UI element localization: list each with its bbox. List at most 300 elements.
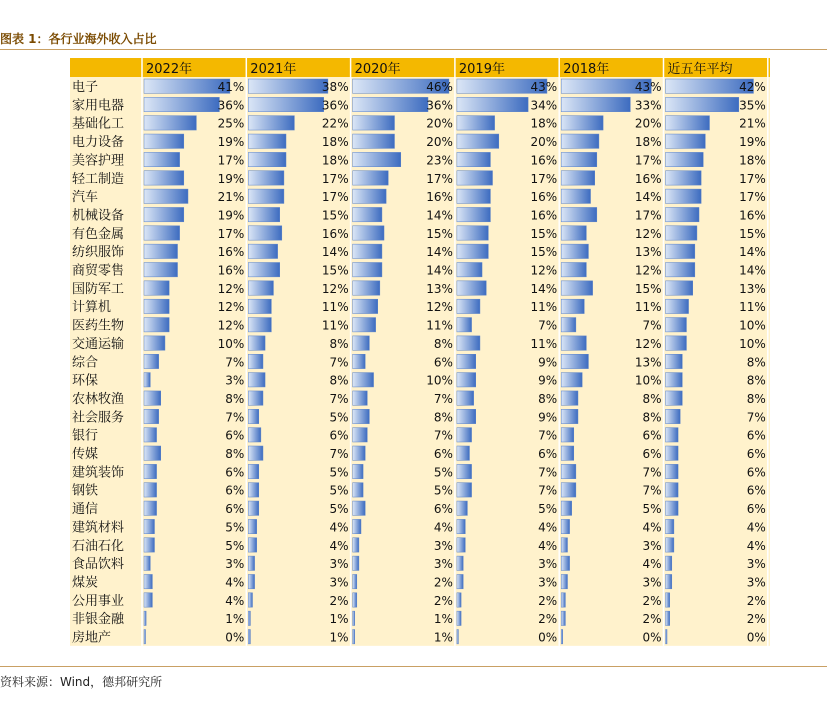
data-label: 17% bbox=[217, 226, 245, 241]
data-bar bbox=[666, 409, 681, 423]
data-label: 2% bbox=[538, 593, 558, 608]
data-bar bbox=[144, 464, 157, 478]
data-bar bbox=[666, 574, 672, 588]
data-bar bbox=[561, 409, 578, 423]
category-label: 有色金属 bbox=[72, 226, 125, 242]
column-header: 2021年 bbox=[250, 62, 297, 77]
data-label: 36% bbox=[217, 98, 245, 113]
data-bar bbox=[457, 189, 491, 203]
data-bar bbox=[457, 501, 467, 515]
data-bar bbox=[353, 263, 382, 277]
data-bar bbox=[144, 373, 150, 387]
data-bar bbox=[144, 281, 169, 295]
category-label: 社会服务 bbox=[72, 410, 125, 426]
data-label: 21% bbox=[217, 190, 245, 205]
data-label: 12% bbox=[321, 281, 349, 296]
data-bar bbox=[353, 373, 374, 387]
data-bar bbox=[666, 428, 679, 442]
data-label: 16% bbox=[634, 171, 662, 186]
data-bar bbox=[666, 446, 679, 460]
data-bar bbox=[457, 428, 472, 442]
data-label: 8% bbox=[433, 336, 453, 351]
category-label: 煤炭 bbox=[72, 575, 99, 591]
data-label: 14% bbox=[426, 263, 453, 278]
data-bar bbox=[353, 630, 355, 644]
data-label: 2% bbox=[433, 575, 453, 590]
data-label: 5% bbox=[433, 483, 453, 498]
category-label: 商贸零售 bbox=[72, 263, 125, 279]
data-bar bbox=[248, 501, 258, 515]
data-bar bbox=[353, 207, 382, 221]
category-label: 公用事业 bbox=[72, 593, 125, 609]
data-bar bbox=[248, 281, 273, 295]
data-bar bbox=[457, 226, 488, 240]
data-label: 14% bbox=[739, 263, 766, 278]
data-label: 6% bbox=[746, 483, 766, 498]
data-bar bbox=[353, 446, 366, 460]
data-bar bbox=[457, 97, 528, 111]
data-label: 7% bbox=[538, 483, 558, 498]
data-label: 1% bbox=[329, 630, 349, 645]
data-label: 0% bbox=[642, 630, 662, 645]
data-label: 8% bbox=[642, 391, 662, 406]
data-bar bbox=[248, 519, 256, 533]
data-bar bbox=[457, 611, 461, 625]
data-label: 14% bbox=[530, 281, 558, 296]
data-bar bbox=[666, 391, 683, 405]
data-bar bbox=[353, 171, 389, 185]
data-label: 8% bbox=[225, 391, 245, 406]
data-bar bbox=[561, 446, 574, 460]
data-label: 6% bbox=[329, 428, 349, 443]
data-bar bbox=[144, 556, 150, 570]
category-label: 食品饮料 bbox=[72, 557, 125, 573]
data-bar bbox=[666, 354, 683, 368]
data-label: 8% bbox=[538, 391, 558, 406]
data-label: 5% bbox=[538, 502, 558, 517]
data-label: 5% bbox=[329, 465, 349, 480]
data-bar bbox=[353, 556, 359, 570]
data-bar bbox=[353, 464, 363, 478]
data-bar bbox=[248, 97, 323, 111]
data-label: 0% bbox=[538, 630, 558, 645]
data-bar bbox=[561, 318, 576, 332]
data-label: 14% bbox=[321, 245, 349, 260]
data-label: 6% bbox=[225, 428, 245, 443]
data-label: 34% bbox=[530, 98, 558, 113]
data-bar bbox=[666, 336, 687, 350]
data-label: 17% bbox=[530, 171, 558, 186]
data-bar bbox=[248, 152, 286, 166]
data-bar bbox=[666, 593, 670, 607]
data-label: 2% bbox=[642, 612, 662, 627]
data-bar bbox=[248, 593, 252, 607]
data-label: 3% bbox=[746, 575, 766, 590]
data-label: 7% bbox=[329, 355, 349, 370]
data-bar bbox=[144, 134, 184, 148]
data-bar bbox=[561, 611, 565, 625]
category-label: 美容护理 bbox=[72, 153, 125, 169]
data-label: 12% bbox=[217, 318, 245, 333]
data-bar bbox=[353, 428, 368, 442]
data-bar bbox=[561, 189, 590, 203]
data-label: 5% bbox=[642, 502, 662, 517]
data-label: 6% bbox=[433, 502, 453, 517]
data-label: 21% bbox=[739, 116, 766, 131]
bottom-rule bbox=[0, 666, 827, 667]
data-label: 43% bbox=[530, 80, 558, 94]
data-label: 8% bbox=[329, 336, 349, 351]
column-header: 2022年 bbox=[146, 62, 193, 77]
data-bar bbox=[248, 116, 294, 130]
data-bar bbox=[561, 97, 630, 111]
data-label: 15% bbox=[530, 245, 558, 260]
data-label: 8% bbox=[746, 391, 766, 406]
data-bar bbox=[561, 281, 592, 295]
data-bar bbox=[353, 574, 357, 588]
data-label: 3% bbox=[642, 575, 662, 590]
data-bar bbox=[561, 226, 586, 240]
column-header: 2018年 bbox=[563, 62, 610, 77]
data-bar bbox=[666, 152, 704, 166]
data-bar bbox=[248, 263, 279, 277]
data-label: 18% bbox=[321, 153, 349, 168]
data-label: 14% bbox=[634, 190, 662, 205]
data-label: 6% bbox=[642, 428, 662, 443]
data-label: 4% bbox=[433, 520, 453, 535]
data-label: 8% bbox=[225, 447, 245, 461]
data-bar bbox=[248, 79, 328, 93]
data-label: 1% bbox=[329, 612, 349, 627]
category-label: 电力设备 bbox=[72, 135, 125, 151]
data-bar bbox=[144, 574, 152, 588]
data-bar bbox=[144, 152, 180, 166]
data-bar bbox=[248, 226, 282, 240]
data-bar bbox=[144, 263, 178, 277]
data-label: 19% bbox=[217, 135, 245, 150]
data-label: 3% bbox=[642, 538, 662, 553]
data-label: 7% bbox=[329, 447, 349, 461]
data-bar bbox=[144, 171, 184, 185]
category-label: 家用电器 bbox=[72, 98, 125, 114]
data-bar bbox=[457, 574, 463, 588]
data-label: 16% bbox=[530, 153, 558, 168]
data-bar bbox=[561, 244, 588, 258]
data-label: 6% bbox=[746, 447, 766, 461]
data-bar bbox=[561, 152, 597, 166]
data-bar bbox=[561, 483, 576, 497]
data-label: 20% bbox=[634, 116, 662, 131]
data-bar bbox=[144, 318, 169, 332]
data-label: 11% bbox=[530, 336, 558, 351]
data-bar bbox=[666, 318, 687, 332]
data-bar bbox=[457, 519, 465, 533]
data-label: 13% bbox=[739, 281, 766, 296]
data-bar bbox=[457, 318, 472, 332]
category-label: 非银金融 bbox=[72, 612, 125, 628]
data-label: 7% bbox=[642, 465, 662, 480]
data-label: 2% bbox=[642, 593, 662, 608]
data-label: 6% bbox=[225, 465, 245, 480]
data-label: 10% bbox=[739, 336, 766, 351]
data-label: 6% bbox=[225, 483, 245, 498]
data-bar bbox=[144, 354, 159, 368]
data-label: 43% bbox=[634, 80, 662, 94]
data-label: 12% bbox=[426, 300, 453, 315]
data-bar bbox=[144, 226, 180, 240]
data-bar bbox=[353, 189, 387, 203]
data-label: 6% bbox=[433, 447, 453, 461]
data-bar bbox=[353, 226, 384, 240]
data-bar bbox=[457, 299, 480, 313]
data-bar bbox=[144, 189, 188, 203]
data-label: 9% bbox=[538, 355, 558, 370]
data-label: 6% bbox=[746, 465, 766, 480]
data-label: 19% bbox=[217, 208, 245, 223]
data-label: 9% bbox=[538, 373, 558, 388]
data-label: 35% bbox=[739, 98, 766, 113]
data-bar bbox=[144, 97, 219, 111]
data-bar bbox=[353, 152, 401, 166]
data-bar bbox=[457, 409, 476, 423]
data-label: 3% bbox=[329, 557, 349, 572]
data-bar bbox=[666, 244, 695, 258]
data-bar bbox=[457, 281, 486, 295]
data-bar bbox=[248, 207, 279, 221]
data-label: 1% bbox=[433, 612, 453, 627]
data-label: 4% bbox=[329, 538, 349, 553]
data-label: 16% bbox=[739, 208, 766, 223]
data-bar bbox=[144, 409, 159, 423]
category-label: 计算机 bbox=[72, 300, 112, 316]
data-bar bbox=[144, 593, 152, 607]
data-label: 7% bbox=[225, 410, 245, 425]
data-label: 4% bbox=[538, 538, 558, 553]
data-bar bbox=[666, 373, 683, 387]
data-bar bbox=[561, 464, 576, 478]
data-label: 15% bbox=[634, 281, 662, 296]
data-bar bbox=[144, 519, 154, 533]
data-label: 7% bbox=[642, 318, 662, 333]
data-label: 15% bbox=[321, 263, 349, 278]
data-label: 4% bbox=[225, 593, 245, 608]
data-bar bbox=[561, 574, 567, 588]
data-label: 17% bbox=[321, 190, 349, 205]
data-bar bbox=[248, 336, 265, 350]
data-bar bbox=[144, 483, 157, 497]
data-bar bbox=[353, 593, 357, 607]
data-bar bbox=[248, 611, 250, 625]
column-header: 2020年 bbox=[354, 62, 401, 77]
data-label: 11% bbox=[530, 300, 558, 315]
data-label: 3% bbox=[225, 557, 245, 572]
data-label: 42% bbox=[739, 80, 766, 94]
data-label: 4% bbox=[642, 557, 662, 572]
data-bar bbox=[248, 409, 258, 423]
data-bar bbox=[248, 134, 286, 148]
data-bar bbox=[457, 391, 474, 405]
data-label: 5% bbox=[225, 520, 245, 535]
data-bar bbox=[144, 336, 165, 350]
data-bar bbox=[666, 611, 670, 625]
data-bar bbox=[144, 391, 161, 405]
category-label: 国防军工 bbox=[72, 281, 125, 297]
data-bar bbox=[561, 556, 569, 570]
data-label: 1% bbox=[225, 612, 245, 627]
data-bar bbox=[457, 263, 482, 277]
data-bar bbox=[353, 483, 363, 497]
data-label: 12% bbox=[217, 300, 245, 315]
data-label: 10% bbox=[739, 318, 766, 333]
data-label: 15% bbox=[426, 226, 453, 241]
data-bar bbox=[561, 630, 563, 644]
data-label: 6% bbox=[538, 447, 558, 461]
data-label: 16% bbox=[321, 226, 349, 241]
data-label: 7% bbox=[642, 483, 662, 498]
data-label: 46% bbox=[426, 80, 453, 94]
data-bar bbox=[457, 244, 488, 258]
data-label: 3% bbox=[329, 575, 349, 590]
category-label: 轻工制造 bbox=[72, 171, 125, 187]
data-bar bbox=[457, 464, 472, 478]
data-label: 7% bbox=[433, 391, 453, 406]
data-bar bbox=[666, 299, 689, 313]
data-bar bbox=[457, 171, 493, 185]
data-bar bbox=[144, 611, 146, 625]
data-label: 0% bbox=[225, 630, 245, 645]
data-label: 16% bbox=[426, 190, 453, 205]
data-bar bbox=[457, 116, 495, 130]
data-bar bbox=[666, 281, 693, 295]
data-bar bbox=[144, 538, 154, 552]
data-label: 17% bbox=[739, 171, 766, 186]
data-label: 7% bbox=[329, 391, 349, 406]
data-label: 8% bbox=[329, 373, 349, 388]
category-label: 传媒 bbox=[72, 447, 99, 462]
data-label: 3% bbox=[225, 373, 245, 388]
data-label: 12% bbox=[634, 226, 662, 241]
data-label: 5% bbox=[329, 410, 349, 425]
data-bar bbox=[248, 373, 265, 387]
data-label: 9% bbox=[538, 410, 558, 425]
data-label: 12% bbox=[634, 263, 662, 278]
category-label: 钢铁 bbox=[72, 483, 99, 499]
data-bar bbox=[666, 538, 674, 552]
category-label: 石油石化 bbox=[72, 538, 125, 554]
data-label: 4% bbox=[329, 520, 349, 535]
data-bar bbox=[666, 556, 672, 570]
category-label: 银行 bbox=[72, 428, 99, 444]
data-bar bbox=[561, 263, 586, 277]
data-label: 8% bbox=[746, 373, 766, 388]
data-label: 0% bbox=[746, 630, 766, 645]
data-label: 2% bbox=[746, 612, 766, 627]
data-label: 5% bbox=[329, 483, 349, 498]
data-label: 19% bbox=[739, 135, 766, 150]
data-bar bbox=[561, 299, 584, 313]
data-bar bbox=[353, 116, 395, 130]
data-bar bbox=[561, 593, 565, 607]
data-label: 5% bbox=[329, 502, 349, 517]
category-label: 农林牧渔 bbox=[72, 391, 125, 407]
figure-caption: 图表 1：各行业海外收入占比 bbox=[0, 32, 157, 46]
data-bar bbox=[353, 134, 395, 148]
data-bar bbox=[248, 244, 277, 258]
data-label: 8% bbox=[642, 410, 662, 425]
data-label: 8% bbox=[433, 410, 453, 425]
data-bar bbox=[457, 593, 461, 607]
data-label: 4% bbox=[538, 520, 558, 535]
column-header: 近五年平均 bbox=[667, 62, 733, 77]
data-bar bbox=[457, 556, 463, 570]
data-bar bbox=[353, 299, 378, 313]
data-bar bbox=[561, 336, 586, 350]
data-label: 12% bbox=[530, 263, 558, 278]
data-label: 10% bbox=[634, 373, 662, 388]
data-label: 14% bbox=[739, 245, 766, 260]
category-label: 建筑装饰 bbox=[72, 465, 125, 481]
category-label: 纺织服饰 bbox=[72, 245, 125, 261]
data-label: 7% bbox=[538, 428, 558, 443]
data-bar bbox=[248, 391, 263, 405]
data-bar bbox=[666, 171, 702, 185]
data-label: 4% bbox=[746, 520, 766, 535]
data-label: 4% bbox=[746, 538, 766, 553]
data-bar bbox=[248, 556, 254, 570]
data-bar bbox=[666, 134, 706, 148]
data-label: 7% bbox=[538, 318, 558, 333]
data-bar bbox=[457, 373, 476, 387]
data-label: 7% bbox=[225, 355, 245, 370]
data-bar bbox=[248, 189, 284, 203]
data-label: 4% bbox=[642, 520, 662, 535]
data-bar bbox=[353, 409, 370, 423]
data-bar bbox=[248, 299, 271, 313]
data-bar bbox=[561, 171, 595, 185]
data-bar bbox=[248, 171, 284, 185]
data-label: 3% bbox=[433, 538, 453, 553]
data-label: 2% bbox=[746, 593, 766, 608]
data-label: 6% bbox=[642, 447, 662, 461]
data-bar bbox=[144, 116, 196, 130]
data-bar bbox=[666, 263, 695, 277]
data-label: 5% bbox=[225, 538, 245, 553]
data-label: 18% bbox=[634, 135, 662, 150]
category-label: 综合 bbox=[72, 355, 99, 371]
data-label: 2% bbox=[329, 593, 349, 608]
data-bar bbox=[666, 226, 697, 240]
category-label: 电子 bbox=[72, 80, 99, 95]
data-label: 7% bbox=[433, 428, 453, 443]
category-label: 机械设备 bbox=[72, 208, 125, 224]
data-bar bbox=[457, 354, 476, 368]
data-bar bbox=[248, 464, 258, 478]
data-label: 16% bbox=[217, 245, 245, 260]
data-bar bbox=[457, 446, 470, 460]
data-bar bbox=[666, 189, 702, 203]
data-label: 11% bbox=[634, 300, 662, 315]
data-label: 41% bbox=[217, 80, 245, 94]
data-bar bbox=[248, 630, 250, 644]
data-label: 12% bbox=[217, 281, 245, 296]
data-bar bbox=[561, 207, 597, 221]
data-bar bbox=[248, 354, 263, 368]
data-label: 19% bbox=[217, 171, 245, 186]
data-bar bbox=[353, 336, 370, 350]
data-label: 8% bbox=[746, 355, 766, 370]
data-bar bbox=[353, 519, 361, 533]
data-bar bbox=[457, 152, 491, 166]
